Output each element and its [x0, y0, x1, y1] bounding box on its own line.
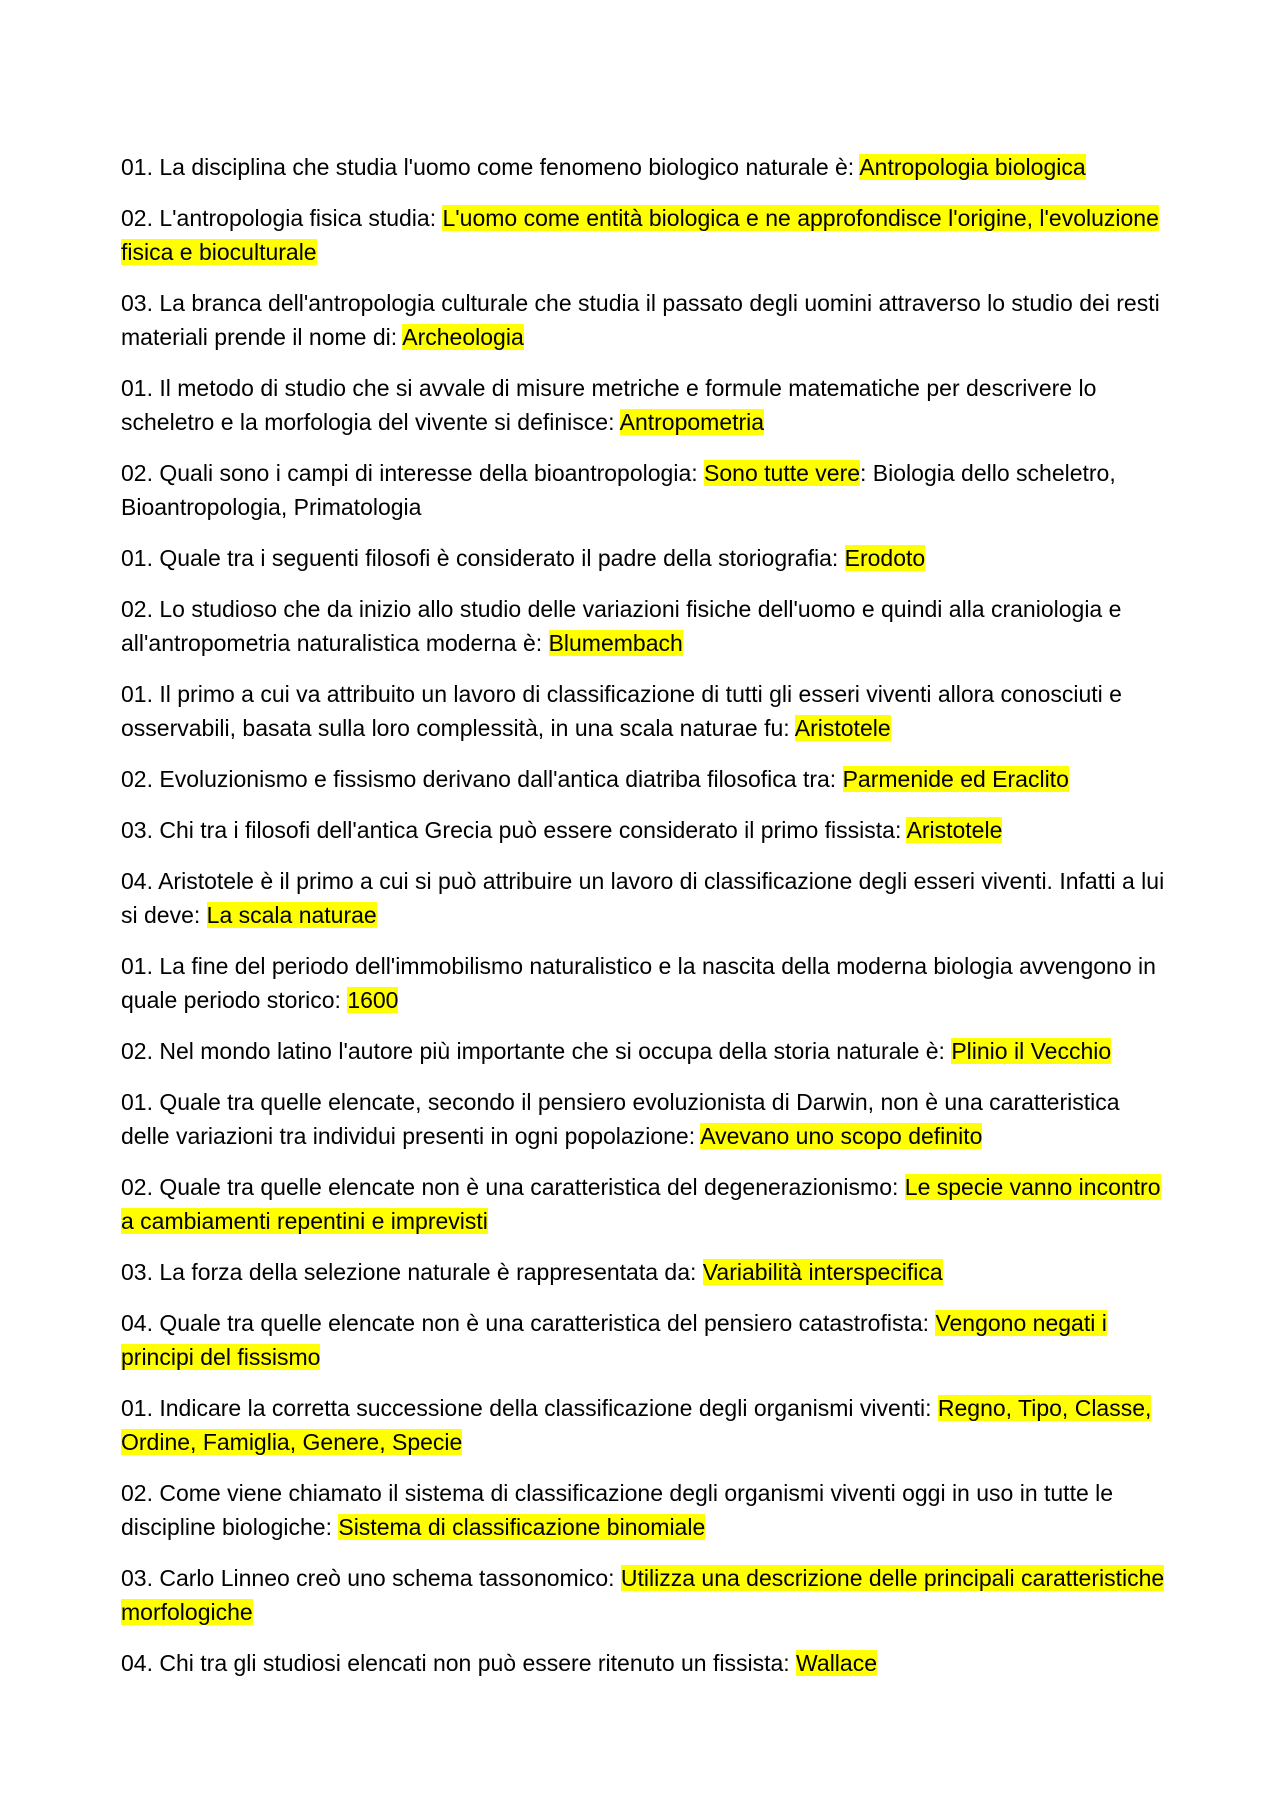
highlighted-answer: Utilizza una descrizione delle principali caratteristiche morfologiche — [121, 1565, 1165, 1625]
question-text: 01. Indicare la corretta successione della classificazione degli organismi viventi: — [121, 1395, 938, 1421]
question-paragraph — [121, 371, 1171, 439]
question-paragraph — [121, 1391, 1171, 1459]
highlighted-answer: Le specie vanno incontro a cambiamenti repentini e imprevisti — [121, 1174, 1161, 1234]
question-paragraph — [121, 1034, 1171, 1068]
question-paragraph — [121, 949, 1171, 1017]
highlighted-answer: Sistema di classificazione binomiale — [338, 1514, 706, 1540]
question-text: 01. La fine del periodo dell'immobilismo naturalistico e la nascita della moderna biologia avvengono in quale periodo storico: — [121, 953, 1156, 1013]
highlighted-answer: Plinio il Vecchio — [951, 1038, 1112, 1064]
question-text: 04. Quale tra quelle elencate non è una caratteristica del pensiero catastrofista: — [121, 1310, 936, 1336]
question-paragraph — [121, 286, 1171, 354]
question-text: 01. La disciplina che studia l'uomo come fenomeno biologico naturale è: — [121, 154, 860, 180]
question-text: 02. Lo studioso che da inizio allo studio delle variazioni fisiche dell'uomo e quindi alla craniologia e all'antropometria naturalistica moderna è: — [121, 596, 1122, 656]
question-paragraph — [121, 1306, 1171, 1374]
highlighted-answer: Erodoto — [844, 545, 926, 571]
question-paragraph — [121, 541, 1171, 575]
question-text: 03. La forza della selezione naturale è rappresentata da: — [121, 1259, 703, 1285]
highlighted-answer: Antropometria — [619, 409, 765, 435]
question-paragraph — [121, 1085, 1171, 1153]
highlighted-answer: La scala naturae — [206, 902, 377, 928]
highlighted-answer: Aristotele — [906, 817, 1003, 843]
question-text: 01. Il metodo di studio che si avvale di misure metriche e formule matematiche per descrivere lo scheletro e la morfologia del vivente si definisce: — [121, 375, 1097, 435]
question-paragraph — [121, 1170, 1171, 1238]
question-paragraph — [121, 864, 1171, 932]
highlighted-answer: 1600 — [347, 987, 399, 1013]
question-paragraph — [121, 150, 1171, 184]
highlighted-answer: Avevano uno scopo definito — [700, 1123, 983, 1149]
question-text: 01. Quale tra quelle elencate, secondo il pensiero evoluzionista di Darwin, non è una caratteristica delle variazioni tra individui presenti in ogni popolazione: — [121, 1089, 1120, 1149]
question-paragraph — [121, 1561, 1171, 1629]
question-text: 02. Nel mondo latino l'autore più importante che si occupa della storia naturale è: — [121, 1038, 952, 1064]
question-text: 03. Carlo Linneo creò uno schema tassonomico: — [121, 1565, 621, 1591]
question-text: 01. Il primo a cui va attribuito un lavoro di classificazione di tutti gli esseri viventi allora conosciuti e osservabili, basata sulla loro complessità, in una scala naturae fu: — [121, 681, 1122, 741]
question-text: 02. Come viene chiamato il sistema di classificazione degli organismi viventi oggi in uso in tutte le discipline biologiche: — [121, 1480, 1114, 1540]
highlighted-answer: Sono tutte vere — [704, 460, 861, 486]
question-paragraph — [121, 1476, 1171, 1544]
highlighted-answer: Aristotele — [794, 715, 891, 741]
question-paragraph — [121, 813, 1171, 847]
highlighted-answer: Blumembach — [548, 630, 683, 656]
question-paragraph — [121, 1255, 1171, 1289]
question-paragraph — [121, 456, 1171, 524]
highlighted-answer: Parmenide ed Eraclito — [842, 766, 1069, 792]
question-text: : Biologia dello scheletro, Bioantropologia, Primatologia — [121, 460, 1116, 520]
highlighted-answer: Regno, Tipo, Classe, Ordine, Famiglia, Genere, Specie — [121, 1395, 1152, 1455]
question-text: 03. La branca dell'antropologia culturale che studia il passato degli uomini attraverso lo studio dei resti materiali prende il nome di: — [121, 290, 1160, 350]
highlighted-answer: Vengono negati i principi del fissismo — [121, 1310, 1107, 1370]
question-paragraph — [121, 1646, 1171, 1680]
highlighted-answer: Archeologia — [402, 324, 524, 350]
question-text: 04. Chi tra gli studiosi elencati non può essere ritenuto un fissista: — [121, 1650, 797, 1676]
question-text: 02. Evoluzionismo e fissismo derivano dall'antica diatriba filosofica tra: — [121, 766, 843, 792]
question-paragraph — [121, 592, 1171, 660]
question-paragraph — [121, 677, 1171, 745]
question-text: 02. L'antropologia fisica studia: — [121, 205, 443, 231]
highlighted-answer: Variabilità interspecifica — [702, 1259, 943, 1285]
highlighted-answer: Wallace — [796, 1650, 877, 1676]
highlighted-answer: L'uomo come entità biologica e ne approfondisce l'origine, l'evoluzione fisica e bioculturale — [121, 205, 1159, 265]
document-body — [121, 150, 1171, 1697]
question-text: 02. Quale tra quelle elencate non è una caratteristica del degenerazionismo: — [121, 1174, 905, 1200]
highlighted-answer: Antropologia biologica — [859, 154, 1086, 180]
question-text: 04. Aristotele è il primo a cui si può attribuire un lavoro di classificazione degli esseri viventi. Infatti a lui si deve: — [121, 868, 1165, 928]
question-paragraph — [121, 201, 1171, 269]
question-text: 02. Quali sono i campi di interesse della bioantropologia: — [121, 460, 705, 486]
question-paragraph — [121, 762, 1171, 796]
question-text: 01. Quale tra i seguenti filosofi è considerato il padre della storiografia: — [121, 545, 845, 571]
question-text: 03. Chi tra i filosofi dell'antica Grecia può essere considerato il primo fissista: — [121, 817, 907, 843]
